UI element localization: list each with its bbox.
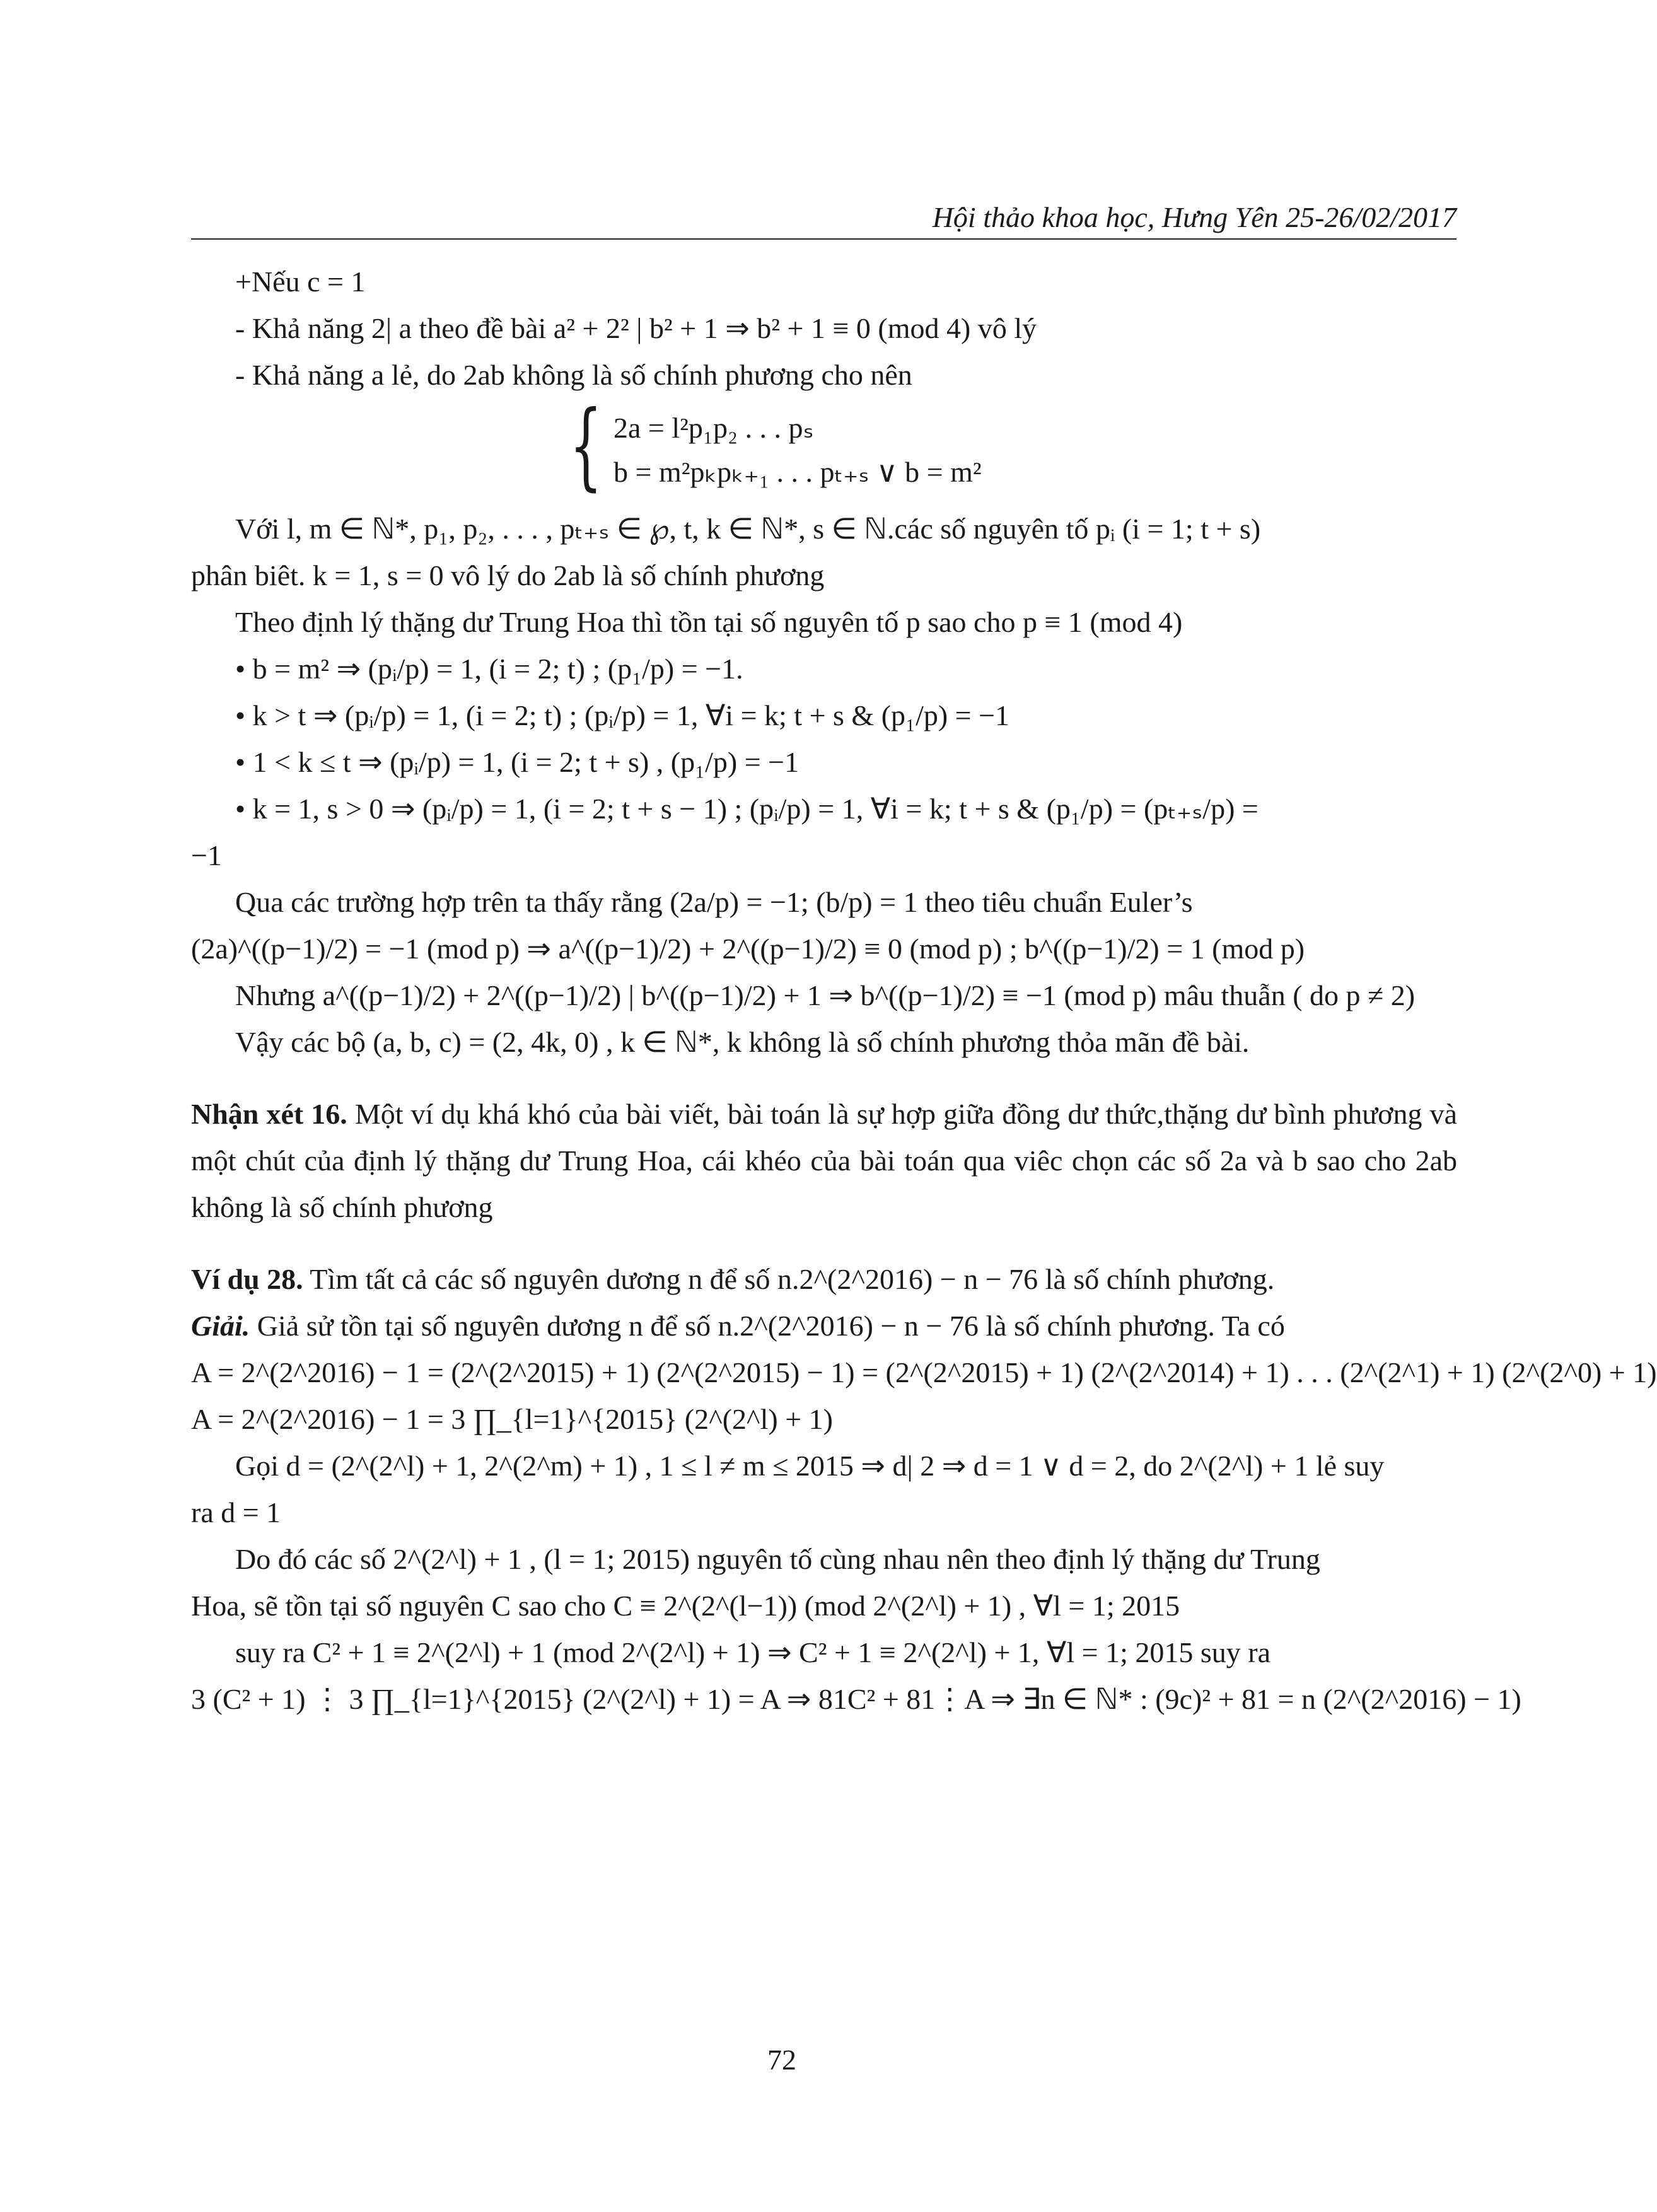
example-28 (191, 1256, 1457, 1303)
case-c-equals-1: +Nếu c = 1 (235, 265, 366, 298)
equation-system (569, 391, 1457, 506)
bullet-k-greater-t: • k > t ⇒ (pᵢ/p) = 1, (i = 2; t) ; (pᵢ/p) = 1, ∀i = k; t + s & (p₁/p) = −1 (235, 699, 1010, 731)
solution-label: Giải. (191, 1310, 250, 1342)
case-a-odd: - Khả năng a lẻ, do 2ab không là số chính phương cho nên (235, 359, 912, 391)
brace-symbol: { (569, 391, 603, 501)
remark-label: Nhận xét 16. (191, 1098, 347, 1130)
example-text: Tìm tất cả các số nguyên dương n để số n.2^(2^2016) − n − 76 là số chính phương. (303, 1263, 1275, 1295)
gcd-conclusion: ra d = 1 (191, 1496, 281, 1528)
system-row-1: 2a = l²p₁p₂ . . . pₛ (613, 412, 814, 444)
final-equation: 3 (C² + 1) ⋮ 3 ∏_{l=1}^{2015} (2^(2^l) + 1) = A ⇒ 81C² + 81⋮A ⇒ ∃n ∈ ℕ* : (9c)² + 81 = n (2^(2^2016) − 1) (191, 1683, 1521, 1715)
page-body (191, 259, 1657, 1723)
primes-definition: Với l, m ∈ ℕ*, p₁, p₂, . . . , pₜ₊ₛ ∈ ℘, t, k ∈ ℕ*, s ∈ ℕ.các số nguyên tố pᵢ (i = 1; t + s) (235, 513, 1261, 545)
solution-intro (191, 1303, 1457, 1349)
remark-16 (191, 1091, 1457, 1231)
congruence-line: suy ra C² + 1 ≡ 2^(2^l) + 1 (mod 2^(2^l) + 1) ⇒ C² + 1 ≡ 2^(2^l) + 1, ∀l = 1; 2015 suy ra (235, 1636, 1271, 1668)
crt-existence: Hoa, sẽ tồn tại số nguyên C sao cho C ≡ 2^(2^(l−1)) (mod 2^(2^l) + 1) , ∀l = 1; 2015 (191, 1590, 1180, 1622)
example-label: Ví dụ 28. (191, 1263, 303, 1295)
system-row-2: b = m²pₖpₖ₊₁ . . . pₜ₊ₛ ∨ b = m² (613, 456, 982, 488)
case-a-even: - Khả năng 2| a theo đề bài a² + 2² | b² + 1 ⇒ b² + 1 ≡ 0 (mod 4) vô lý (235, 312, 1037, 344)
running-header: Hội thảo khoa học, Hưng Yên 25-26/02/2017 (191, 201, 1456, 240)
bullet-k-equals-1-cont: −1 (191, 839, 222, 871)
contradiction-line: Nhưng a^((p−1)/2) + 2^((p−1)/2) | b^((p−1)/2) + 1 ⇒ b^((p−1)/2) ≡ −1 (mod p) mâu thuẫn ( do p ≠ 2) (235, 979, 1416, 1011)
solution-text: Giả sử tồn tại số nguyên dương n để số n.2^(2^2016) − n − 76 là số chính phương. Ta có (250, 1310, 1285, 1342)
factorization-line: A = 2^(2^2016) − 1 = (2^(2^2015) + 1) (2^(2^2015) − 1) = (2^(2^2015) + 1) (2^(2^2014) + 1) . . . (2^(2^1) + 1) (2^(2^0) + 1) (191, 1356, 1657, 1388)
gcd-line: Gọi d = (2^(2^l) + 1, 2^(2^m) + 1) , 1 ≤ l ≠ m ≤ 2015 ⇒ d| 2 ⇒ d = 1 ∨ d = 2, do 2^(2^l) + 1 lẻ suy (235, 1450, 1385, 1482)
page-number: 72 (767, 2044, 796, 2076)
euler-congruence: (2a)^((p−1)/2) = −1 (mod p) ⇒ a^((p−1)/2) + 2^((p−1)/2) ≡ 0 (mod p) ; b^((p−1)/2) = 1 (mod p) (191, 933, 1305, 965)
bullet-b-square: • b = m² ⇒ (pᵢ/p) = 1, (i = 2; t) ; (p₁/p) = −1. (235, 653, 743, 685)
bullet-k-between: • 1 < k ≤ t ⇒ (pᵢ/p) = 1, (i = 2; t + s) , (p₁/p) = −1 (235, 746, 799, 778)
distinct-primes-note: phân biêt. k = 1, s = 0 vô lý do 2ab là số chính phương (191, 559, 825, 591)
bullet-k-equals-1: • k = 1, s > 0 ⇒ (pᵢ/p) = 1, (i = 2; t + s − 1) ; (pᵢ/p) = 1, ∀i = k; t + s & (p₁/p) = (pₜ₊ₛ/p) = (235, 793, 1259, 825)
coprime-line: Do đó các số 2^(2^l) + 1 , (l = 1; 2015) nguyên tố cùng nhau nên theo định lý thặng dư Trung (235, 1543, 1320, 1575)
crt-statement: Theo định lý thặng dư Trung Hoa thì tồn tại số nguyên tố p sao cho p ≡ 1 (mod 4) (235, 606, 1183, 638)
product-line: A = 2^(2^2016) − 1 = 3 ∏_{l=1}^{2015} (2^(2^l) + 1) (191, 1403, 833, 1435)
remark-text: Một ví dụ khá khó của bài viết, bài toán là sự hợp giữa đồng dư thức,thặng dư bình phương và một chút của định lý thặng dư Trung Hoa, cái khéo của bài toán qua viêc chọn các số 2a và b sao cho 2ab không là số chính phương (191, 1098, 1457, 1223)
euler-criterion: Qua các trường hợp trên ta thấy rằng (2a/p) = −1; (b/p) = 1 theo tiêu chuẩn Euler’s (235, 886, 1193, 918)
conclusion-line: Vậy các bộ (a, b, c) = (2, 4k, 0) , k ∈ ℕ*, k không là số chính phương thỏa mãn đề bài. (235, 1026, 1250, 1058)
